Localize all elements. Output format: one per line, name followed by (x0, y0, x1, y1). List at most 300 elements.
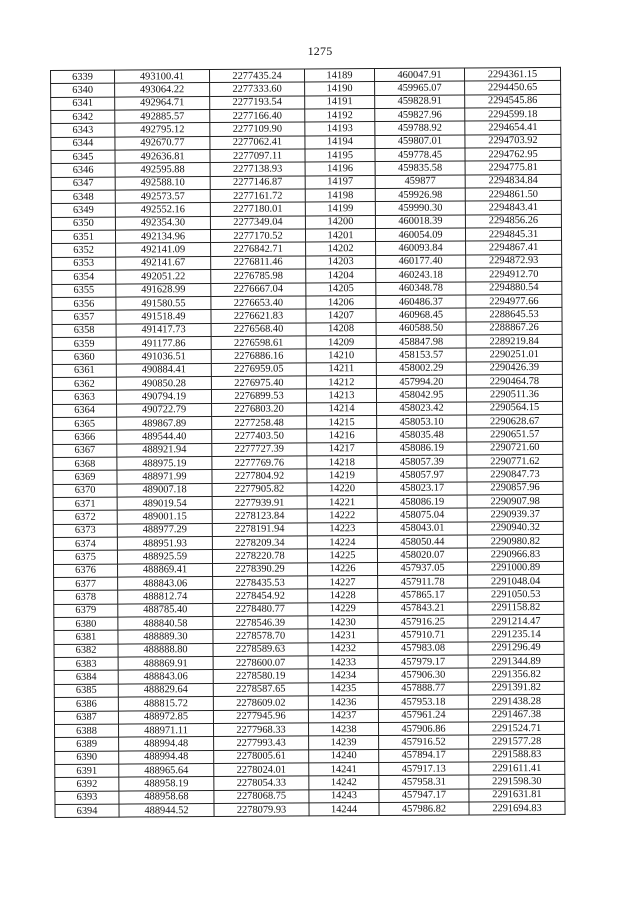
point-id-right-cell: 14205 (306, 282, 376, 296)
northing-left-cell: 2276811.46 (211, 256, 306, 270)
point-id-right-cell: 14240 (309, 749, 379, 763)
easting-right-cell: 457910.71 (378, 628, 468, 642)
point-id-left-cell: 6341 (51, 97, 115, 111)
easting-left-cell: 490884.41 (116, 363, 211, 377)
point-id-left-cell: 6347 (51, 177, 115, 191)
easting-right-cell: 458002.29 (376, 362, 466, 376)
easting-right-cell: 459788.92 (375, 121, 465, 135)
easting-left-cell: 489544.40 (117, 430, 212, 444)
easting-left-cell: 492636.81 (115, 150, 210, 164)
northing-right-cell: 2294654.41 (465, 121, 561, 135)
northing-right-cell: 2291356.82 (468, 668, 564, 682)
point-id-right-cell: 14221 (307, 496, 377, 510)
northing-right-cell: 2291296.49 (468, 641, 564, 655)
point-id-left-cell: 6371 (53, 497, 117, 511)
point-id-left-cell: 6378 (54, 591, 118, 605)
point-id-right-cell: 14200 (305, 215, 375, 229)
point-id-left-cell: 6376 (54, 564, 118, 578)
northing-left-cell: 2278454.92 (213, 589, 308, 603)
northing-left-cell: 2277349.04 (210, 216, 305, 230)
easting-right-cell: 457983.08 (378, 642, 468, 656)
easting-right-cell: 460968.45 (376, 308, 466, 322)
point-id-right-cell: 14193 (305, 122, 375, 136)
northing-left-cell: 2277945.96 (213, 709, 308, 723)
easting-left-cell: 488994.48 (119, 750, 214, 764)
easting-left-cell: 492595.88 (115, 163, 210, 177)
northing-right-cell: 2291214.47 (468, 614, 564, 628)
easting-right-cell: 457894.17 (379, 748, 469, 762)
easting-right-cell: 457911.78 (378, 575, 468, 589)
northing-left-cell: 2277435.24 (210, 69, 305, 83)
point-id-right-cell: 14220 (307, 482, 377, 496)
easting-left-cell: 488965.64 (119, 763, 214, 777)
easting-left-cell: 489001.15 (117, 510, 212, 524)
point-id-left-cell: 6372 (53, 510, 117, 524)
point-id-right-cell: 14241 (309, 762, 379, 776)
point-id-right-cell: 14208 (306, 322, 376, 336)
northing-left-cell: 2278054.33 (214, 776, 309, 790)
northing-left-cell: 2278546.39 (213, 616, 308, 630)
point-id-left-cell: 6373 (53, 524, 117, 538)
northing-left-cell: 2277939.91 (212, 496, 307, 510)
northing-left-cell: 2278600.07 (213, 656, 308, 670)
northing-right-cell: 2294856.26 (465, 214, 561, 228)
northing-right-cell: 2294867.41 (466, 241, 562, 255)
point-id-left-cell: 6375 (53, 550, 117, 564)
northing-left-cell: 2277170.52 (210, 229, 305, 243)
point-id-left-cell: 6379 (54, 604, 118, 618)
northing-left-cell: 2278024.01 (214, 763, 309, 777)
northing-left-cell: 2278068.75 (214, 789, 309, 803)
northing-right-cell: 2290771.62 (467, 454, 563, 468)
easting-right-cell: 458847.98 (376, 335, 466, 349)
point-id-left-cell: 6368 (53, 457, 117, 471)
northing-right-cell: 2291524.71 (468, 721, 564, 735)
northing-right-cell: 2291598.30 (469, 775, 565, 789)
point-id-right-cell: 14223 (307, 522, 377, 536)
point-id-left-cell: 6390 (55, 751, 119, 765)
point-id-left-cell: 6383 (54, 657, 118, 671)
easting-left-cell: 492588.10 (115, 176, 210, 190)
easting-left-cell: 492670.77 (115, 136, 210, 150)
point-id-left-cell: 6387 (54, 711, 118, 725)
point-id-right-cell: 14231 (308, 629, 378, 643)
easting-left-cell: 492141.09 (116, 243, 211, 257)
northing-right-cell: 2290721.60 (467, 441, 563, 455)
easting-left-cell: 492141.67 (116, 256, 211, 270)
easting-left-cell: 488994.48 (119, 737, 214, 751)
point-id-right-cell: 14236 (308, 696, 378, 710)
point-id-left-cell: 6362 (52, 377, 116, 391)
easting-left-cell: 490794.19 (116, 390, 211, 404)
point-id-left-cell: 6385 (54, 684, 118, 698)
point-id-right-cell: 14244 (309, 802, 379, 816)
point-id-right-cell: 14235 (308, 682, 378, 696)
easting-left-cell: 488958.68 (119, 790, 214, 804)
easting-right-cell: 458050.44 (377, 535, 467, 549)
easting-right-cell: 459778.45 (375, 148, 465, 162)
northing-right-cell: 2294861.50 (465, 187, 561, 201)
point-id-left-cell: 6391 (55, 764, 119, 778)
point-id-right-cell: 14226 (308, 562, 378, 576)
easting-left-cell: 488843.06 (118, 577, 213, 591)
easting-left-cell: 492354.30 (115, 216, 210, 230)
point-id-right-cell: 14192 (305, 109, 375, 123)
northing-left-cell: 2278589.63 (213, 643, 308, 657)
northing-right-cell: 2294762.95 (465, 147, 561, 161)
easting-right-cell: 458086.19 (377, 495, 467, 509)
easting-right-cell: 460243.18 (376, 268, 466, 282)
northing-left-cell: 2276886.16 (211, 349, 306, 363)
easting-right-cell: 458153.57 (376, 348, 466, 362)
easting-left-cell: 492051.22 (116, 270, 211, 284)
easting-right-cell: 458057.39 (377, 455, 467, 469)
easting-right-cell: 458053.10 (377, 415, 467, 429)
northing-left-cell: 2277193.54 (210, 96, 305, 110)
easting-right-cell: 458042.95 (376, 388, 466, 402)
easting-right-cell: 458035.48 (377, 428, 467, 442)
easting-right-cell: 458043.01 (377, 522, 467, 536)
easting-right-cell: 457961.24 (378, 708, 468, 722)
coordinates-table-body (51, 67, 566, 817)
northing-right-cell: 2290940.32 (467, 521, 563, 535)
northing-right-cell: 2291344.89 (468, 654, 564, 668)
easting-left-cell: 488869.41 (118, 563, 213, 577)
northing-right-cell: 2294834.84 (465, 174, 561, 188)
northing-left-cell: 2276959.05 (211, 363, 306, 377)
northing-right-cell: 2290939.37 (467, 508, 563, 522)
point-id-right-cell: 14242 (309, 776, 379, 790)
point-id-left-cell: 6377 (54, 577, 118, 591)
easting-left-cell: 488869.91 (118, 657, 213, 671)
northing-left-cell: 2278390.29 (213, 563, 308, 577)
point-id-left-cell: 6349 (51, 204, 115, 218)
point-id-right-cell: 14215 (307, 415, 377, 429)
point-id-left-cell: 6359 (52, 337, 116, 351)
northing-right-cell: 2294880.54 (466, 281, 562, 295)
northing-right-cell: 2291694.83 (469, 801, 565, 815)
easting-left-cell: 492964.71 (115, 96, 210, 110)
northing-right-cell: 2291158.82 (468, 601, 564, 615)
easting-right-cell: 460047.91 (374, 68, 464, 82)
easting-right-cell: 458020.07 (377, 548, 467, 562)
point-id-right-cell: 14239 (309, 736, 379, 750)
point-id-left-cell: 6346 (51, 164, 115, 178)
point-id-left-cell: 6357 (52, 310, 116, 324)
point-id-right-cell: 14189 (304, 69, 374, 83)
point-id-right-cell: 14198 (305, 189, 375, 203)
northing-left-cell: 2278209.34 (212, 536, 307, 550)
northing-right-cell: 2294450.65 (465, 81, 561, 95)
northing-left-cell: 2276803.20 (212, 403, 307, 417)
easting-left-cell: 493064.22 (115, 83, 210, 97)
point-id-right-cell: 14191 (305, 95, 375, 109)
point-id-right-cell: 14234 (308, 669, 378, 683)
point-id-left-cell: 6369 (53, 470, 117, 484)
easting-right-cell: 458086.19 (377, 442, 467, 456)
easting-left-cell: 491036.51 (116, 350, 211, 364)
northing-left-cell: 2277166.40 (210, 109, 305, 123)
point-id-right-cell: 14195 (305, 149, 375, 163)
point-id-right-cell: 14218 (307, 455, 377, 469)
easting-left-cell: 488812.74 (118, 590, 213, 604)
point-id-right-cell: 14213 (306, 389, 376, 403)
point-id-left-cell: 6382 (54, 644, 118, 658)
easting-right-cell: 457916.52 (379, 735, 469, 749)
northing-left-cell: 2278580.19 (213, 669, 308, 683)
point-id-right-cell: 14222 (307, 509, 377, 523)
easting-right-cell: 457986.82 (379, 802, 469, 816)
northing-left-cell: 2278123.84 (212, 509, 307, 523)
table-row (55, 801, 565, 817)
easting-right-cell: 460054.09 (375, 228, 465, 242)
northing-right-cell: 2294775.81 (465, 161, 561, 175)
point-id-right-cell: 14216 (307, 429, 377, 443)
northing-right-cell: 2291467.38 (468, 708, 564, 722)
point-id-left-cell: 6374 (53, 537, 117, 551)
easting-right-cell: 460018.39 (375, 215, 465, 229)
point-id-left-cell: 6354 (52, 270, 116, 284)
northing-left-cell: 2276568.40 (211, 322, 306, 336)
northing-left-cell: 2278435.53 (213, 576, 308, 590)
easting-right-cell: 460588.50 (376, 321, 466, 335)
northing-right-cell: 2294599.18 (465, 107, 561, 121)
point-id-left-cell: 6380 (54, 617, 118, 631)
northing-left-cell: 2278587.65 (213, 683, 308, 697)
point-id-left-cell: 6392 (55, 777, 119, 791)
northing-left-cell: 2278005.61 (214, 749, 309, 763)
easting-left-cell: 493100.41 (115, 70, 210, 84)
point-id-left-cell: 6340 (51, 83, 115, 97)
point-id-left-cell: 6389 (55, 737, 119, 751)
easting-right-cell: 457843.21 (378, 602, 468, 616)
easting-right-cell: 459877 (375, 175, 465, 189)
easting-left-cell: 491518.49 (116, 310, 211, 324)
easting-left-cell: 490722.79 (117, 403, 212, 417)
northing-left-cell: 2277968.33 (213, 723, 308, 737)
easting-right-cell: 457888.77 (378, 682, 468, 696)
northing-left-cell: 2277138.93 (210, 162, 305, 176)
easting-left-cell: 488958.19 (119, 777, 214, 791)
point-id-right-cell: 14211 (306, 362, 376, 376)
easting-left-cell: 492573.57 (115, 190, 210, 204)
northing-right-cell: 2290251.01 (466, 348, 562, 362)
easting-left-cell: 488829.64 (118, 683, 213, 697)
point-id-left-cell: 6350 (51, 217, 115, 231)
northing-right-cell: 2290651.57 (467, 428, 563, 442)
coordinates-table-wrapper (50, 67, 565, 818)
point-id-left-cell: 6351 (51, 230, 115, 244)
northing-left-cell: 2277180.01 (210, 202, 305, 216)
point-id-left-cell: 6342 (51, 110, 115, 124)
easting-left-cell: 488785.40 (118, 603, 213, 617)
easting-left-cell: 488972.85 (118, 710, 213, 724)
point-id-right-cell: 14227 (308, 576, 378, 590)
point-id-left-cell: 6344 (51, 137, 115, 151)
easting-left-cell: 488944.52 (119, 803, 214, 817)
northing-right-cell: 2291391.82 (468, 681, 564, 695)
northing-right-cell: 2294977.66 (466, 294, 562, 308)
northing-right-cell: 2290980.82 (467, 534, 563, 548)
easting-left-cell: 492134.96 (115, 230, 210, 244)
easting-left-cell: 491417.73 (116, 323, 211, 337)
point-id-left-cell: 6394 (55, 804, 119, 818)
northing-right-cell: 2294845.31 (465, 228, 561, 242)
easting-left-cell: 488840.58 (118, 617, 213, 631)
northing-right-cell: 2288867.26 (466, 321, 562, 335)
point-id-right-cell: 14207 (306, 309, 376, 323)
point-id-left-cell: 6370 (53, 484, 117, 498)
northing-right-cell: 2291588.83 (469, 748, 565, 762)
easting-left-cell: 488951.93 (117, 537, 212, 551)
northing-right-cell: 2291611.41 (469, 761, 565, 775)
northing-right-cell: 2291235.14 (468, 628, 564, 642)
point-id-left-cell: 6355 (52, 284, 116, 298)
northing-left-cell: 2278578.70 (213, 629, 308, 643)
northing-right-cell: 2294361.15 (464, 67, 560, 81)
point-id-right-cell: 14243 (309, 789, 379, 803)
northing-right-cell: 2290847.73 (467, 468, 563, 482)
northing-left-cell: 2277333.60 (210, 82, 305, 96)
northing-right-cell: 2294872.93 (466, 254, 562, 268)
point-id-right-cell: 14225 (307, 549, 377, 563)
easting-right-cell: 457916.25 (378, 615, 468, 629)
northing-right-cell: 2294843.41 (465, 201, 561, 215)
point-id-left-cell: 6393 (55, 791, 119, 805)
easting-right-cell: 459828.91 (375, 95, 465, 109)
northing-right-cell: 2290511.36 (466, 388, 562, 402)
easting-right-cell: 457865.17 (378, 588, 468, 602)
northing-left-cell: 2276785.98 (211, 269, 306, 283)
northing-left-cell: 2278079.93 (214, 803, 309, 817)
point-id-left-cell: 6388 (54, 724, 118, 738)
northing-right-cell: 2290628.67 (467, 414, 563, 428)
northing-left-cell: 2276842.71 (211, 242, 306, 256)
easting-right-cell: 459990.30 (375, 201, 465, 215)
point-id-right-cell: 14199 (305, 202, 375, 216)
point-id-right-cell: 14230 (308, 616, 378, 630)
northing-left-cell: 2278191.94 (212, 523, 307, 537)
northing-left-cell: 2276653.40 (211, 296, 306, 310)
easting-left-cell: 488971.11 (118, 723, 213, 737)
easting-right-cell: 458023.17 (377, 482, 467, 496)
easting-right-cell: 457937.05 (378, 562, 468, 576)
easting-right-cell: 458057.97 (377, 468, 467, 482)
northing-right-cell: 2290966.83 (467, 548, 563, 562)
northing-left-cell: 2277993.43 (214, 736, 309, 750)
point-id-left-cell: 6366 (53, 430, 117, 444)
northing-left-cell: 2278609.02 (213, 696, 308, 710)
northing-left-cell: 2278480.77 (213, 603, 308, 617)
northing-left-cell: 2276899.53 (211, 389, 306, 403)
easting-left-cell: 491580.55 (116, 296, 211, 310)
easting-left-cell: 491177.86 (116, 336, 211, 350)
northing-right-cell: 2290426.39 (466, 361, 562, 375)
northing-left-cell: 2276975.40 (211, 376, 306, 390)
northing-right-cell: 2291050.53 (468, 588, 564, 602)
northing-right-cell: 2290907.98 (467, 494, 563, 508)
point-id-right-cell: 14229 (308, 602, 378, 616)
northing-right-cell: 2291000.89 (468, 561, 564, 575)
northing-left-cell: 2277804.92 (212, 469, 307, 483)
point-id-left-cell: 6353 (52, 257, 116, 271)
point-id-right-cell: 14224 (307, 536, 377, 550)
northing-left-cell: 2276667.04 (211, 282, 306, 296)
northing-left-cell: 2278220.78 (212, 549, 307, 563)
point-id-right-cell: 14212 (306, 375, 376, 389)
easting-right-cell: 457906.30 (378, 668, 468, 682)
point-id-right-cell: 14217 (307, 442, 377, 456)
point-id-left-cell: 6343 (51, 123, 115, 137)
northing-left-cell: 2277403.50 (212, 429, 307, 443)
easting-left-cell: 488888.80 (118, 643, 213, 657)
easting-right-cell: 457953.18 (378, 695, 468, 709)
point-id-right-cell: 14237 (308, 709, 378, 723)
point-id-left-cell: 6363 (52, 390, 116, 404)
point-id-right-cell: 14201 (305, 229, 375, 243)
northing-right-cell: 2291631.81 (469, 788, 565, 802)
point-id-left-cell: 6345 (51, 150, 115, 164)
northing-left-cell: 2276598.61 (211, 336, 306, 350)
northing-right-cell: 2290857.96 (467, 481, 563, 495)
easting-left-cell: 489007.18 (117, 483, 212, 497)
coordinates-table (50, 67, 566, 818)
point-id-right-cell: 14204 (306, 269, 376, 283)
northing-right-cell: 2294545.86 (465, 94, 561, 108)
northing-right-cell: 2294703.92 (465, 134, 561, 148)
easting-right-cell: 460093.84 (376, 241, 466, 255)
easting-right-cell: 457994.20 (376, 375, 466, 389)
point-id-left-cell: 6352 (52, 244, 116, 258)
easting-right-cell: 460177.40 (376, 255, 466, 269)
point-id-right-cell: 14196 (305, 162, 375, 176)
easting-left-cell: 492795.12 (115, 123, 210, 137)
point-id-left-cell: 6365 (53, 417, 117, 431)
point-id-right-cell: 14232 (308, 642, 378, 656)
easting-right-cell: 457947.17 (379, 789, 469, 803)
easting-left-cell: 488889.30 (118, 630, 213, 644)
northing-right-cell: 2291577.28 (469, 735, 565, 749)
northing-right-cell: 2294912.70 (466, 268, 562, 282)
easting-left-cell: 492885.57 (115, 110, 210, 124)
easting-right-cell: 460486.37 (376, 295, 466, 309)
northing-left-cell: 2277146.87 (210, 176, 305, 190)
northing-right-cell: 2290564.15 (467, 401, 563, 415)
point-id-right-cell: 14210 (306, 349, 376, 363)
point-id-right-cell: 14233 (308, 656, 378, 670)
northing-left-cell: 2277769.76 (212, 456, 307, 470)
point-id-right-cell: 14228 (308, 589, 378, 603)
easting-right-cell: 459926.98 (375, 188, 465, 202)
point-id-right-cell: 14209 (306, 335, 376, 349)
point-id-right-cell: 14202 (306, 242, 376, 256)
point-id-right-cell: 14219 (307, 469, 377, 483)
easting-right-cell: 458075.04 (377, 508, 467, 522)
page-number: 1275 (307, 44, 333, 58)
northing-left-cell: 2276621.83 (211, 309, 306, 323)
easting-left-cell: 488925.59 (117, 550, 212, 564)
northing-left-cell: 2277161.72 (210, 189, 305, 203)
northing-left-cell: 2277727.39 (212, 443, 307, 457)
point-id-right-cell: 14197 (305, 175, 375, 189)
easting-right-cell: 459835.58 (375, 161, 465, 175)
point-id-left-cell: 6386 (54, 697, 118, 711)
easting-left-cell: 488977.29 (117, 523, 212, 537)
northing-right-cell: 2289219.84 (466, 334, 562, 348)
point-id-left-cell: 6356 (52, 297, 116, 311)
northing-left-cell: 2277258.48 (212, 416, 307, 430)
point-id-right-cell: 14206 (306, 295, 376, 309)
